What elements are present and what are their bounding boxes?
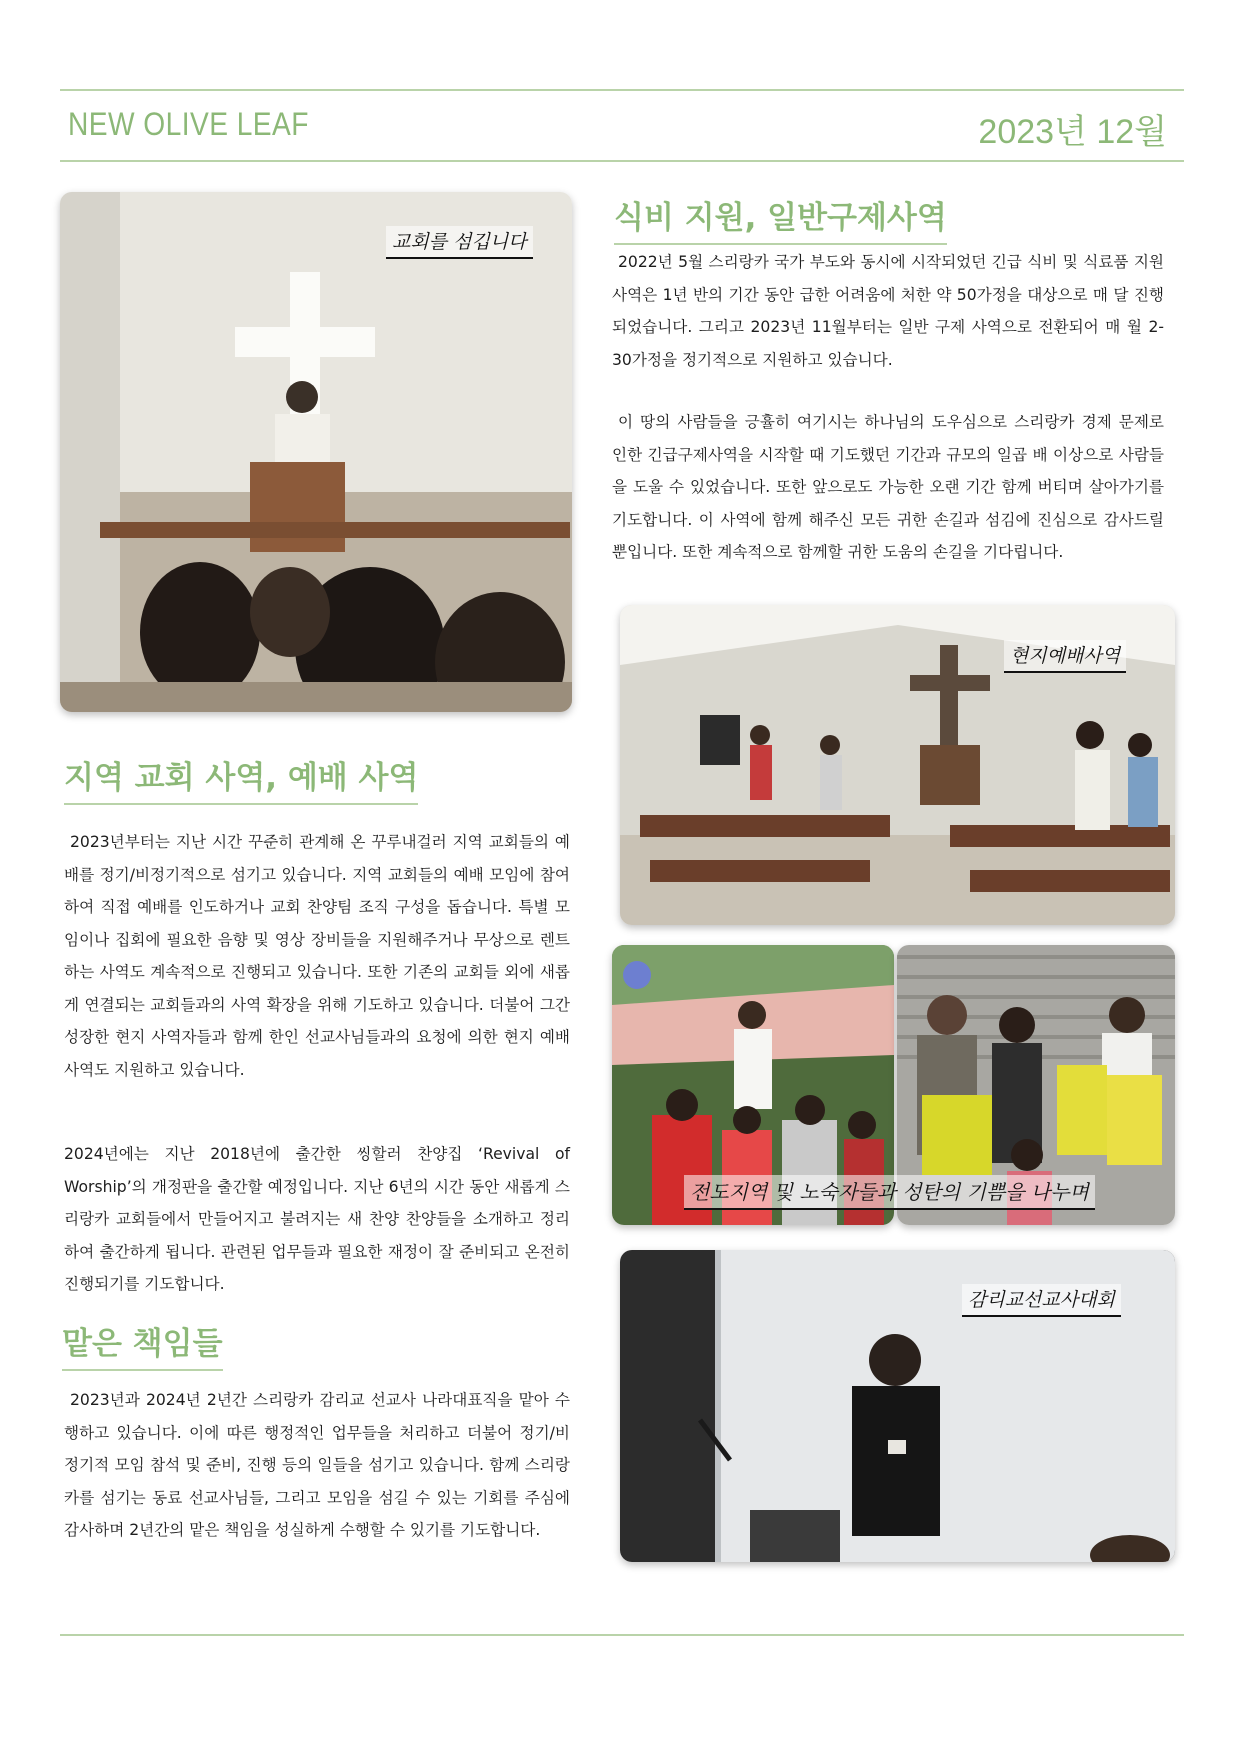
church-service-photo: [60, 192, 572, 712]
photo-caption-christmas: 전도지역 및 노숙자들과 성탄의 기쁨을 나누며: [684, 1175, 1095, 1210]
section-body-songbook: 2024년에는 지난 2018년에 출간한 씽할러 찬양집 ‘Revival of Worship’의 개정판을 출간할 예정입니다. 지난 6년의 시간 동안 새롭게 스리랑카 교회들에서 만들어지고 불려지는 새 찬양 찬양들을 소개하고 정리하여 출간하게 됩니다. 관련된 업무들과 필요한 재정이 잘 준비되고 온전히 진행되기를 기도합니다.: [64, 1145, 570, 1293]
bottom-rule: [60, 1634, 1184, 1636]
issue-date: 2023년 12월: [978, 113, 1167, 151]
section-heading-food-support: 식비 지원, 일반구제사역: [614, 192, 947, 245]
newsletter-title: NEW OLIVE LEAF: [68, 106, 309, 142]
top-rule: [60, 89, 1184, 91]
section-heading-local-church: 지역 교회 사역, 예배 사역: [64, 752, 418, 805]
section-body-responsibilities: 2023년과 2024년 2년간 스리랑카 감리교 선교사 나라대표직을 맡아 수행하고 있습니다. 이에 따른 행정적인 업무들을 처리하고 더불어 정기/비 정기적 모임 참석 및 준비, 진행 등의 일들을 섬기고 있습니다. 함께 스리랑카를 섬기는 동료 선교사님들, 그리고 모임을 섬길 수 있는 기회를 주심에 감사하며 2년간의 맡은 책임을 성실하게 수행할 수 있기를 기도합니다.: [64, 1391, 570, 1539]
photo-caption-local-worship: 현지예배사역: [1004, 640, 1126, 673]
photo-caption-conference: 감리교선교사대회: [962, 1284, 1121, 1317]
section-body-food-support-1: 2022년 5월 스리랑카 국가 부도와 동시에 시작되었던 긴급 식비 및 식료품 지원 사역은 1년 반의 기간 동안 급한 어려움에 처한 약 50가정을 대상으로 매 달 진행되었습니다. 그리고 2023년 11월부터는 일반 구제 사역으로 전환되어 매 월 2-30가정을 정기적으로 지원하고 있습니다.: [612, 253, 1164, 369]
section-body-food-support-2: 이 땅의 사람들을 긍휼히 여기시는 하나님의 도우심으로 스리랑카 경제 문제로 인한 긴급구제사역을 시작할 때 기도했던 기간과 규모의 일곱 배 이상으로 사람들을 도울 수 있었습니다. 또한 앞으로도 가능한 오랜 기간 함께 버티며 살아가기를 기도합니다. 이 사역에 함께 해주신 모든 귀한 손길과 섬김에 진심으로 감사드릴 뿐입니다. 또한 계속적으로 함께할 귀한 도움의 손길을 기다립니다.: [612, 413, 1164, 561]
section-body-local-church: 2023년부터는 지난 시간 꾸준히 관계해 온 꾸루내걸러 지역 교회들의 예배를 정기/비정기적으로 섬기고 있습니다. 지역 교회들의 예배 모임에 참여하여 직접 예배를 인도하거나 교회 찬양팀 조직 구성을 돕습니다. 특별 모임이나 집회에 필요한 음향 및 영상 장비들을 지원해주거나 무상으로 렌트하는 사역도 계속적으로 진행되고 있습니다. 또한 기존의 교회들 외에 새롭게 연결되는 교회들과의 사역 확장을 위해 기도하고 있습니다. 더불어 그간 성장한 현지 사역자들과 함께 한인 선교사님들과의 요청에 의한 현지 예배 사역도 지원하고 있습니다.: [64, 833, 570, 1079]
header-rule: [60, 160, 1184, 162]
photo-caption-church: 교회를 섬깁니다: [386, 226, 533, 259]
section-heading-responsibilities: 맡은 책임들: [62, 1318, 223, 1371]
